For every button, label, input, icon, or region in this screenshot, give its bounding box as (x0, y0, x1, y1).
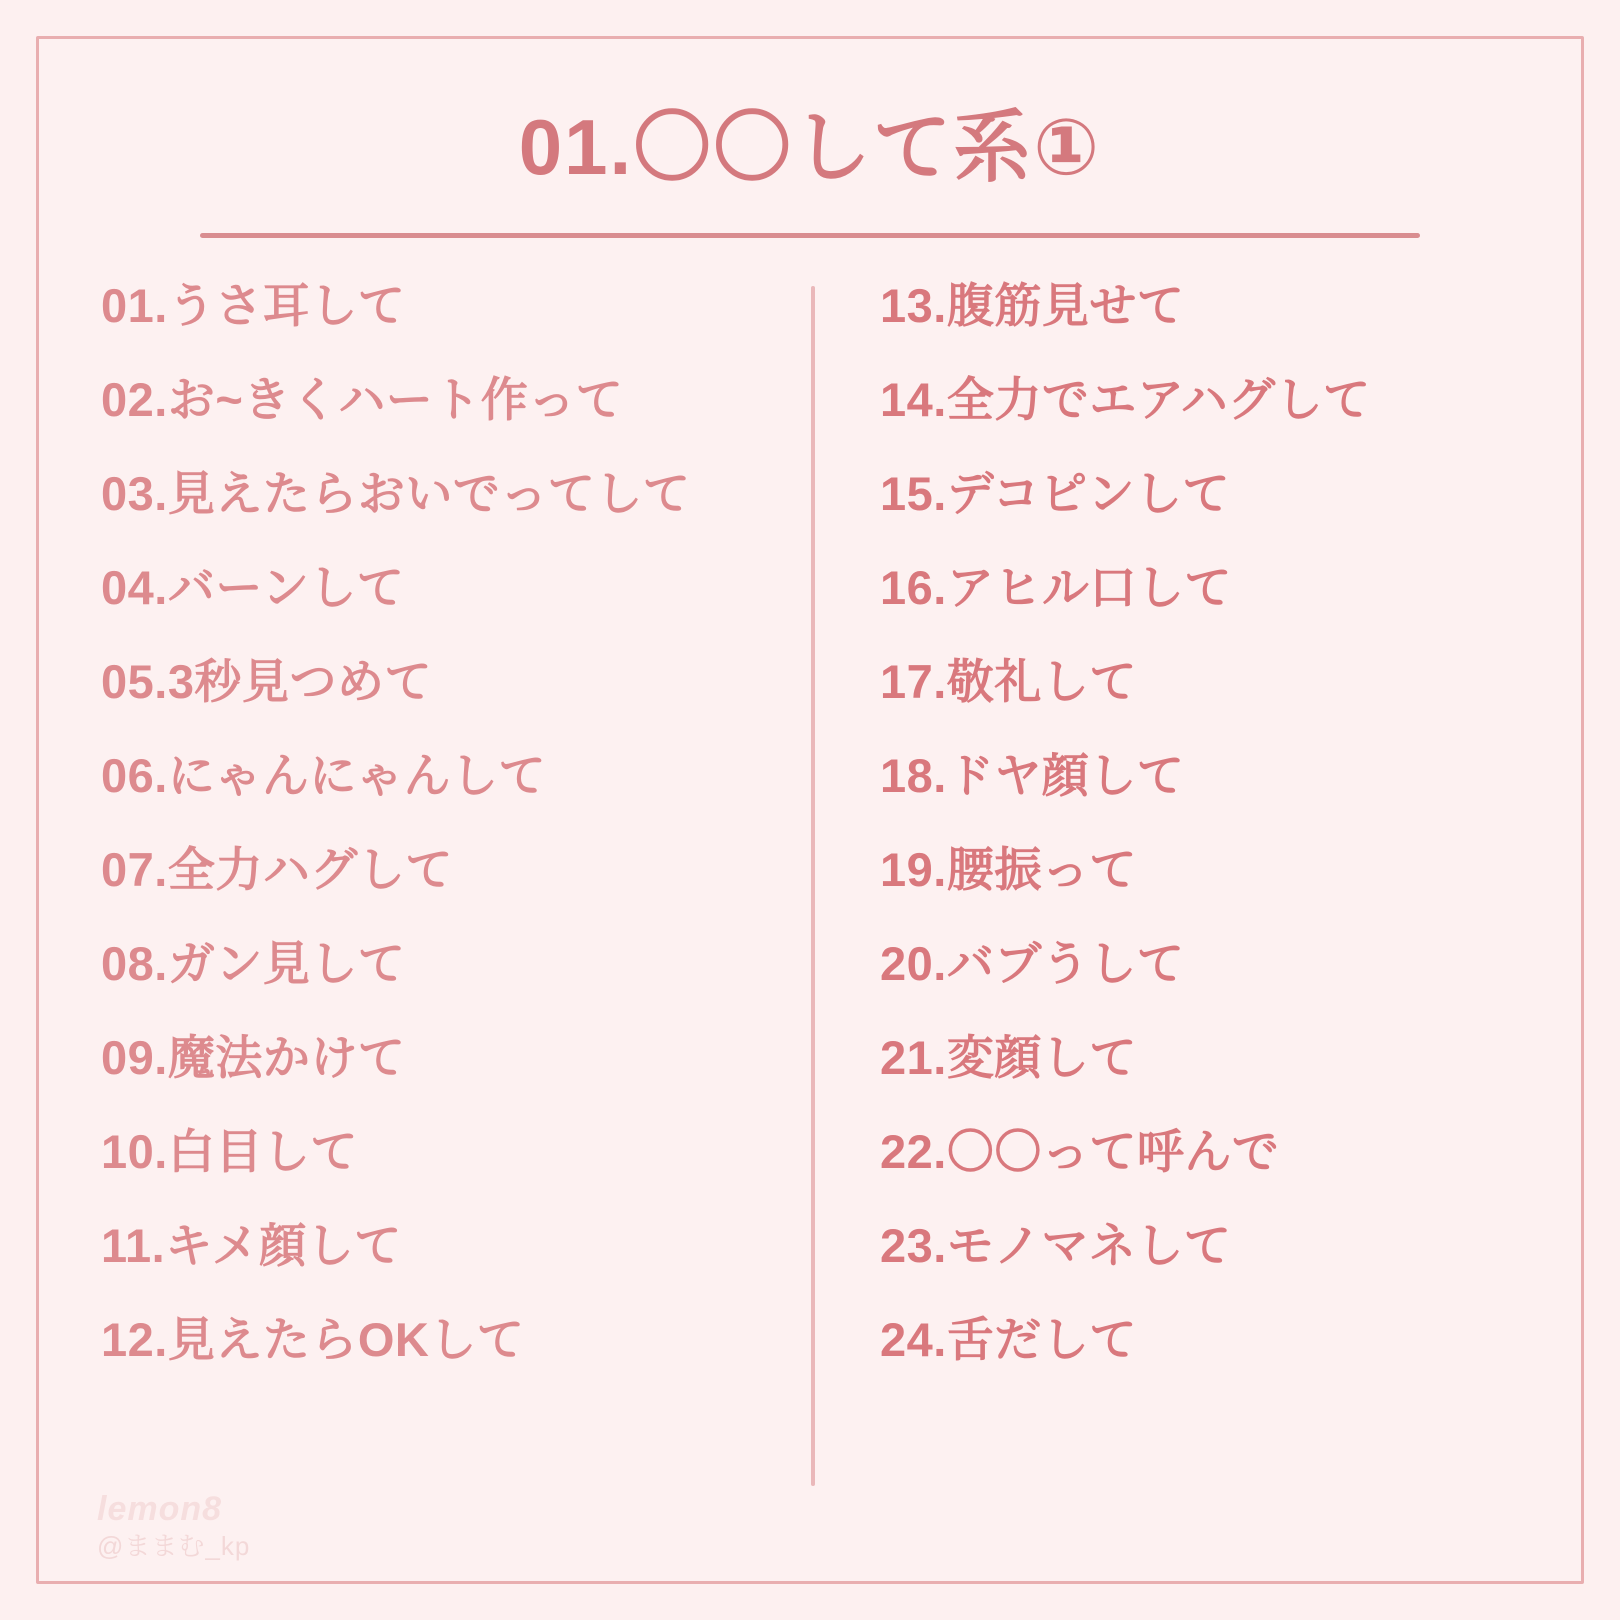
list-item: 01.うさ耳して (101, 278, 406, 332)
list-item: 13.腹筋見せて (880, 278, 1185, 332)
list-item: 09.魔法かけて (101, 1030, 406, 1084)
list-item: 08.ガン見して (101, 936, 406, 990)
column-divider (811, 286, 815, 1486)
list-item: 05.3秒見つめて (101, 654, 432, 708)
list-item: 07.全力ハグして (101, 842, 453, 896)
list-item: 02.お~きくハート作って (101, 372, 624, 426)
list-item: 12.見えたらOKして (101, 1312, 525, 1366)
list-item: 20.バブうして (880, 936, 1185, 990)
list-item: 15.デコピンして (880, 466, 1230, 520)
list-item: 14.全力でエアハグして (880, 372, 1371, 426)
left-column (39, 278, 810, 1522)
list-item: 21.変顔して (880, 1030, 1137, 1084)
list-item: 11.キメ顔して (101, 1218, 402, 1272)
list-item: 22.〇〇って呼んで (880, 1124, 1280, 1178)
content-card (36, 36, 1584, 1584)
right-column (810, 278, 1581, 1522)
list-item: 18.ドヤ顔して (880, 748, 1185, 802)
list-item: 04.バーンして (101, 560, 405, 614)
title-divider (200, 233, 1420, 238)
list-item: 24.舌だして (880, 1312, 1137, 1366)
handle-watermark: @ままむ_kp (97, 1531, 251, 1561)
list-item: 03.見えたらおいでってして (101, 466, 691, 520)
list-item: 17.敬礼して (880, 654, 1137, 708)
list-columns (39, 278, 1581, 1522)
list-item: 10.白目して (101, 1124, 358, 1178)
list-item: 06.にゃんにゃんして (101, 748, 546, 802)
list-item: 19.腰振って (880, 842, 1137, 896)
page-title: 01.〇〇して系① (518, 103, 1102, 191)
list-item: 23.モノマネして (880, 1218, 1232, 1272)
brand-watermark: lemon8 (97, 1490, 223, 1528)
list-item: 16.アヒル口して (880, 560, 1232, 614)
